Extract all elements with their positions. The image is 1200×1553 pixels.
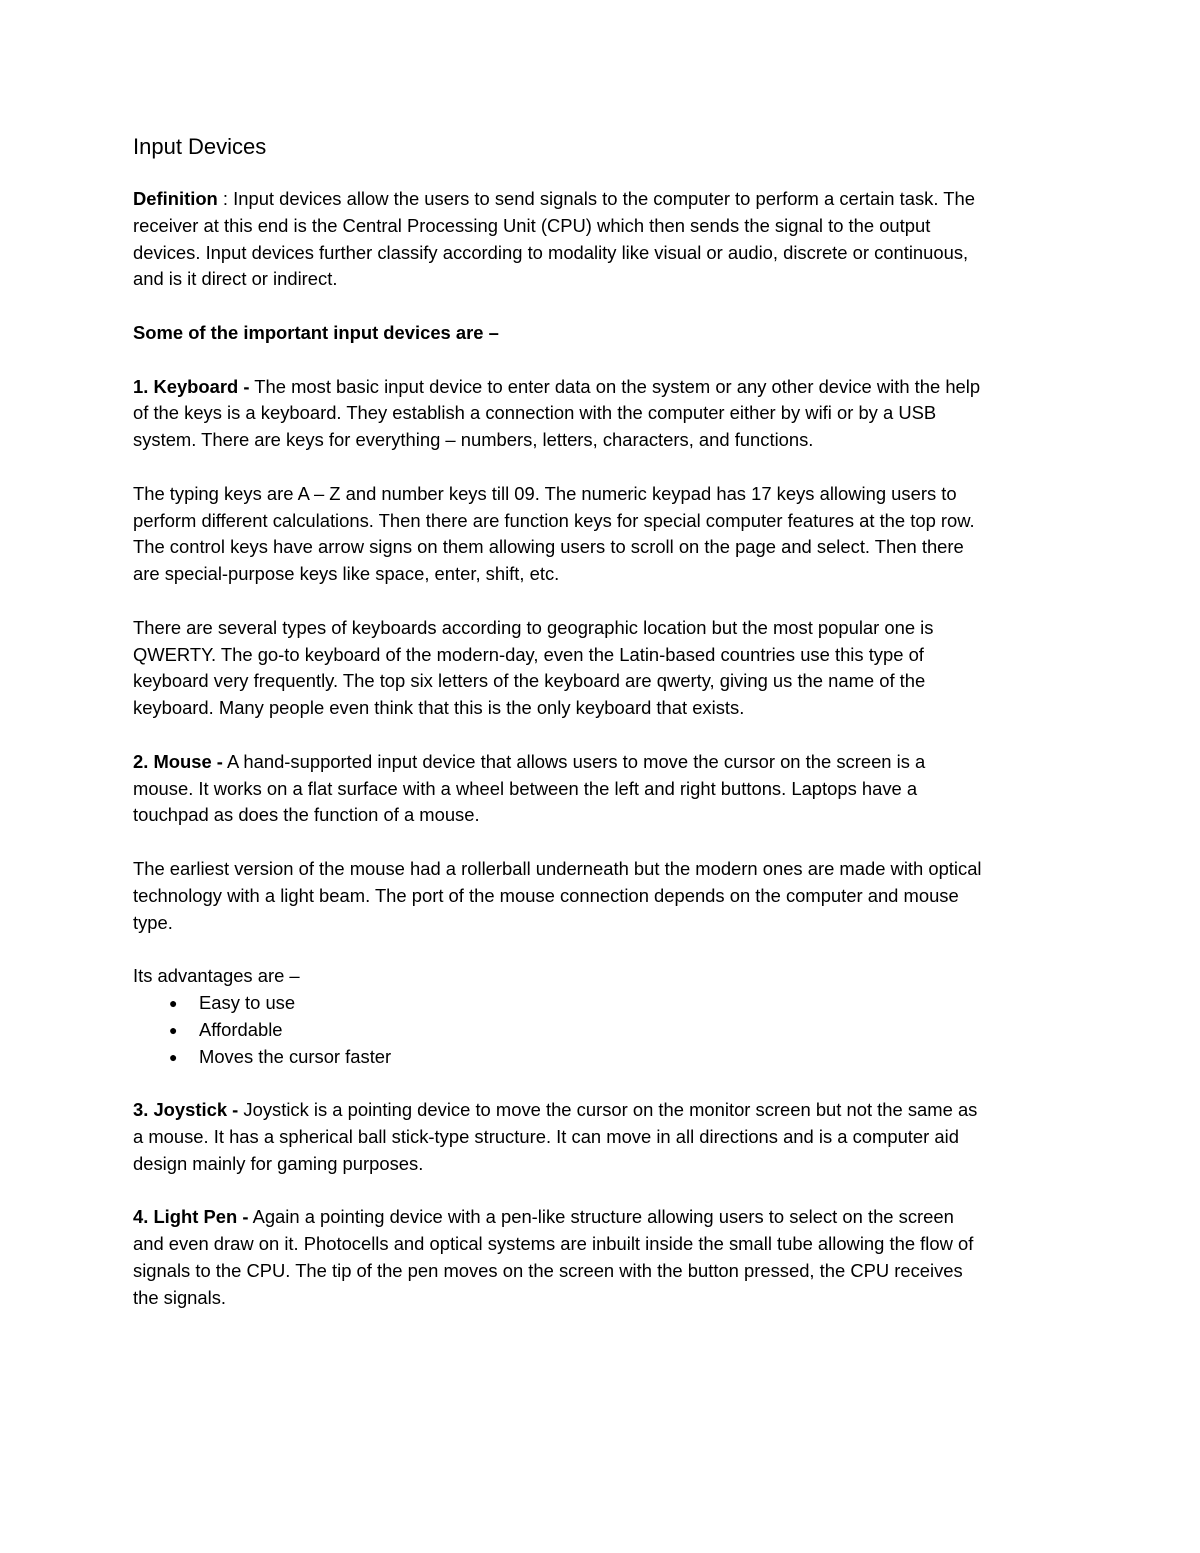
keyboard-paragraph-3: There are several types of keyboards according to geographic location but the most popular one is QWERTY. The go-to keyboard of the modern-day, even the Latin-based countries use this type of keyboard very frequently. The top six letters of the keyboard are qwerty, giving us the name of the keyboard. Many people even think that this is the only keyboard that exists. bbox=[133, 616, 934, 719]
lightpen-text: Again a pointing device with a pen-like structure allowing users to select on the screen and even draw on it. Photocells and optical systems are inbuilt inside the small tube allowing the flow of signals to the CPU. The tip of the pen moves on the screen with the button pressed, the CPU receives the signals. bbox=[133, 1206, 974, 1308]
keyboard-paragraph-1 bbox=[133, 374, 983, 454]
joystick-paragraph bbox=[133, 1097, 983, 1177]
lightpen-label: 4. Light Pen - bbox=[133, 1206, 249, 1228]
joystick-label: 3. Joystick - bbox=[133, 1099, 239, 1121]
bullet-icon: ● bbox=[169, 1021, 178, 1038]
keyboard-label: 1. Keyboard - bbox=[133, 375, 250, 397]
joystick-text: Joystick is a pointing device to move the cursor on the monitor screen but not the same as a mouse. It has a spherical ball stick-type structure. It can move in all directions and is a computer aid design mainly for gaming purposes. bbox=[133, 1099, 978, 1174]
mouse-advantages-intro: Its advantages are – bbox=[133, 965, 300, 987]
list-item bbox=[169, 990, 983, 1017]
list-item-text: Moves the cursor faster bbox=[199, 1045, 392, 1067]
mouse-label: 2. Mouse - bbox=[133, 750, 223, 772]
list-item bbox=[169, 1017, 983, 1044]
document-page bbox=[133, 132, 983, 1338]
mouse-paragraph-1 bbox=[133, 749, 983, 829]
definition-paragraph bbox=[133, 186, 983, 293]
mouse-text-1: A hand-supported input device that allows users to move the cursor on the screen is a mouse. It works on a flat surface with a wheel between the left and right buttons. Laptops have a touchpad as does the function of a mouse. bbox=[133, 750, 926, 826]
keyboard-text-1: The most basic input device to enter data on the system or any other device with the help of the keys is a keyboard. They establish a connection with the computer either by wifi or by a USB system. There are keys for everything – numbers, letters, characters, and functions. bbox=[133, 375, 981, 451]
page-title: Input Devices bbox=[133, 134, 267, 159]
lightpen-paragraph bbox=[133, 1204, 983, 1311]
intro-heading: Some of the important input devices are – bbox=[133, 321, 499, 343]
keyboard-paragraph-2: The typing keys are A – Z and number keys till 09. The numeric keypad has 17 keys allowing users to perform different calculations. Then there are function keys for special computer features at the top row. The control keys have arrow signs on them allowing users to scroll on the page and select. Then there are special-purpose keys like space, enter, shift, etc. bbox=[133, 482, 975, 585]
mouse-advantages-list bbox=[133, 990, 983, 1070]
mouse-paragraph-2: The earliest version of the mouse had a rollerball underneath but the modern ones are made with optical technology with a light beam. The port of the mouse connection depends on the computer and mouse type. bbox=[133, 857, 982, 933]
definition-text: : Input devices allow the users to send signals to the computer to perform a certain task. The receiver at this end is the Central Processing Unit (CPU) which then sends the signal to the output devices. Input devices further classify according to modality like visual or audio, discrete or continuous, and is it direct or indirect. bbox=[133, 188, 975, 290]
bullet-icon: ● bbox=[169, 994, 178, 1011]
bullet-icon: ● bbox=[169, 1048, 178, 1065]
list-item-text: Affordable bbox=[199, 1018, 283, 1040]
list-item bbox=[169, 1044, 983, 1071]
definition-label: Definition bbox=[133, 188, 218, 209]
list-item-text: Easy to use bbox=[199, 991, 296, 1013]
